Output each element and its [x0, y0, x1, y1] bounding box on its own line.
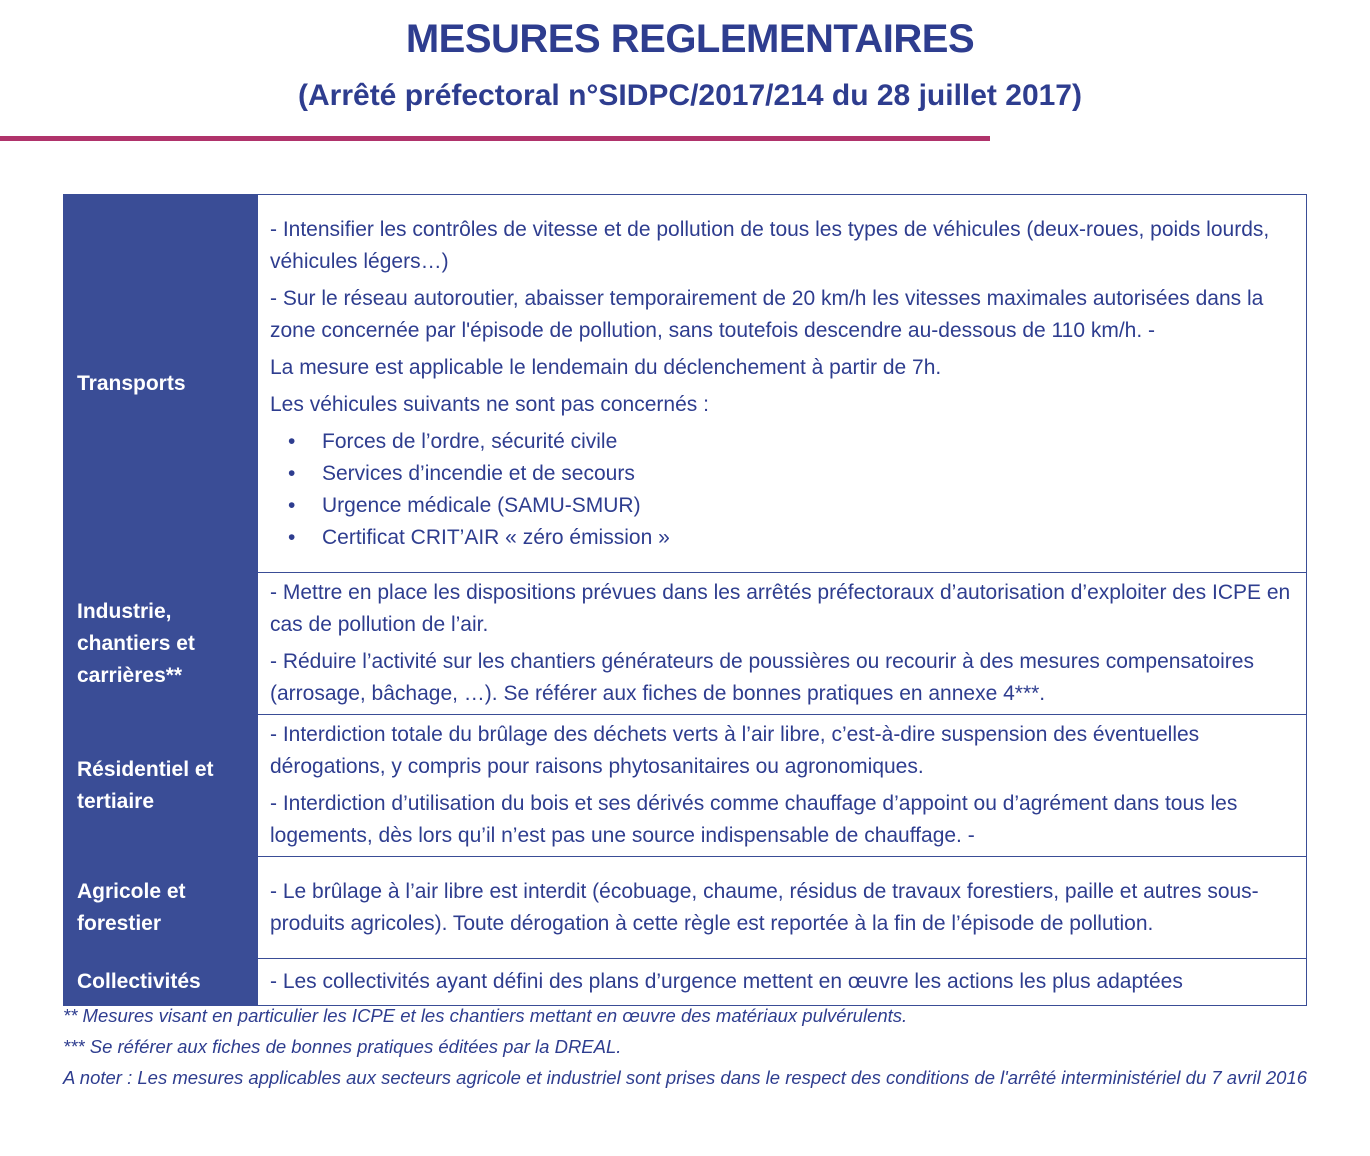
measure-text: - Le brûlage à l’air libre est interdit (écobuage, chaume, résidus de travaux forestiers, paille et autres sous-produits agricoles). Toute dérogation à cette règle est reportée à la fin de l’épisode de pollution.: [270, 879, 1259, 935]
measure-text: - Sur le réseau autoroutier, abaisser temporairement de 20 km/h les vitesses maximales autorisées dans la zone concernée par l'épisode de pollution, sans toutefois descendre au-dessous de 110 km/h. -: [270, 286, 1264, 342]
sector-measures: [258, 959, 1307, 1006]
page-subtitle: (Arrêté préfectoral n°SIDPC/2017/214 du 28 juillet 2017): [298, 79, 1082, 112]
footnote: ** Mesures visant en particulier les ICPE et les chantiers mettant en œuvre des matériaux pulvérulents.: [63, 1005, 908, 1026]
sector-label: Collectivités: [64, 959, 258, 1006]
sector-label: Industrie, chantiers et carrières**: [64, 573, 258, 715]
sector-measures: [258, 857, 1307, 959]
footnote: A noter : Les mesures applicables aux secteurs agricole et industriel sont prises dans le respect des conditions de l'arrêté interministériel du 7 avril 2016: [63, 1067, 1308, 1088]
sector-measures: [258, 573, 1307, 715]
measure-text: - Interdiction totale du brûlage des déchets verts à l’air libre, c’est-à-dire suspension des éventuelles dérogations, y compris pour raisons phytosanitaires ou agronomiques.: [270, 723, 1200, 778]
measure-text: - Les collectivités ayant défini des plans d’urgence mettent en œuvre les actions les plus adaptées: [270, 970, 1183, 993]
sector-label: Résidentiel et tertiaire: [64, 715, 258, 857]
table-row-transports: [64, 195, 1307, 573]
table-row-industrie: [64, 573, 1307, 715]
measure-text: - Réduire l’activité sur les chantiers générateurs de poussières ou recourir à des mesures compensatoires (arrosage, bâchage, …). Se référer aux fiches de bonnes pratiques en annexe 4***.: [270, 650, 1254, 705]
sector-label: Transports: [64, 195, 258, 573]
sector-label: Agricole et forestier: [64, 857, 258, 959]
measure-text: La mesure est applicable le lendemain du déclenchement à partir de 7h.: [270, 355, 942, 379]
footnotes: [63, 1000, 1333, 1093]
list-item: • Forces de l’ordre, sécurité civile: [322, 426, 1292, 458]
table-row-residentiel: [64, 715, 1307, 857]
exempt-vehicles-list: [270, 426, 1292, 554]
table-row-agricole: [64, 857, 1307, 959]
sector-measures: [258, 715, 1307, 857]
measure-text: - Mettre en place les dispositions prévues dans les arrêtés préfectoraux d’autorisation d’exploiter des ICPE en cas de pollution de l’air.: [270, 581, 1291, 636]
title-divider: [0, 136, 990, 141]
sector-measures: [258, 195, 1307, 573]
list-item: • Certificat CRIT’AIR « zéro émission »: [322, 522, 1292, 554]
footnote: *** Se référer aux fiches de bonnes pratiques éditées par la DREAL.: [63, 1036, 622, 1057]
list-item: • Services d’incendie et de secours: [322, 458, 1292, 490]
measures-table: [63, 194, 1307, 1006]
list-item: • Urgence médicale (SAMU-SMUR): [322, 490, 1292, 522]
measure-text: - Interdiction d’utilisation du bois et ses dérivés comme chauffage d’appoint ou d’agrément dans tous les logements, dès lors qu’il n’est pas une source indispensable de chauffage. -: [270, 792, 1238, 847]
measure-text: Les véhicules suivants ne sont pas concernés :: [270, 392, 709, 416]
page-title: MESURES REGLEMENTAIRES: [405, 17, 975, 61]
table-row-collectivites: [64, 959, 1307, 1006]
measure-text: - Intensifier les contrôles de vitesse et de pollution de tous les types de véhicules (deux-roues, poids lourds, véhicules légers…): [270, 217, 1270, 273]
